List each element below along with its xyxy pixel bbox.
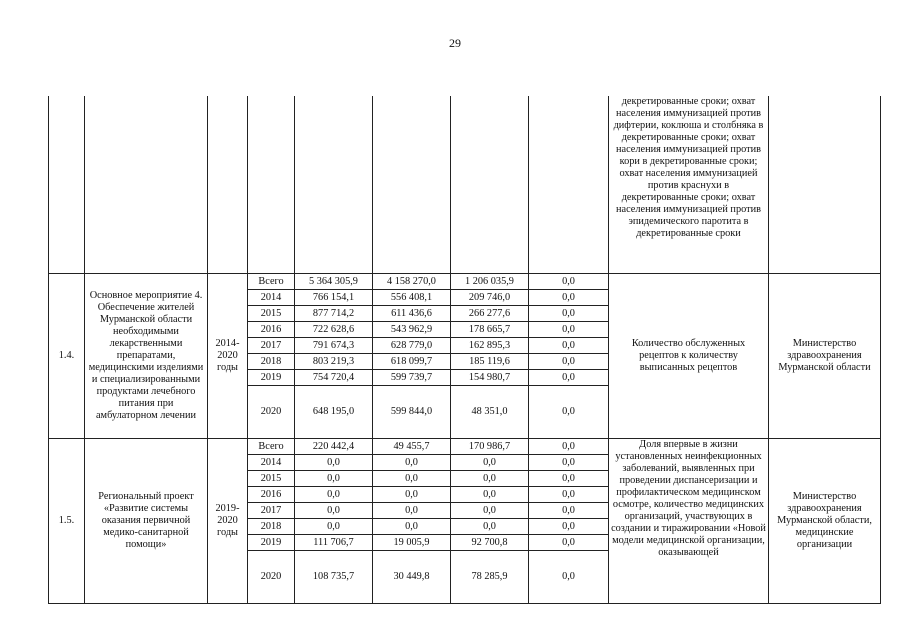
executor-cell: Министерство здравоохранения Мурманской области [769, 274, 881, 439]
total-cell: 722 628,6 [295, 322, 373, 338]
total-cell: 766 154,1 [295, 290, 373, 306]
budget-2-cell: 0,0 [451, 455, 529, 471]
budget-3-cell: 0,0 [529, 535, 609, 551]
budget-3-cell: 0,0 [529, 519, 609, 535]
total-cell: 5 364 305,9 [295, 274, 373, 290]
executor-cell: Министерство здравоохранения Мурманской области, медицинские организации [769, 439, 881, 604]
program-table [48, 96, 881, 604]
budget-1-cell: 543 962,9 [373, 322, 451, 338]
total-cell: 0,0 [295, 519, 373, 535]
budget-1-cell: 628 779,0 [373, 338, 451, 354]
budget-1-cell: 599 739,7 [373, 370, 451, 386]
total-cell: 791 674,3 [295, 338, 373, 354]
year-cell: 2016 [248, 487, 295, 503]
budget-2-cell: 48 351,0 [451, 386, 529, 439]
budget-3-cell: 0,0 [529, 338, 609, 354]
budget-2-cell: 266 277,6 [451, 306, 529, 322]
budget-1-cell: 618 099,7 [373, 354, 451, 370]
total-cell: 108 735,7 [295, 551, 373, 604]
budget-2-cell: 0,0 [451, 471, 529, 487]
budget-2-cell: 78 285,9 [451, 551, 529, 604]
budget-3-cell: 0,0 [529, 551, 609, 604]
total-cell: 0,0 [295, 471, 373, 487]
total-cell: 648 195,0 [295, 386, 373, 439]
budget-2-cell: 162 895,3 [451, 338, 529, 354]
table-row [49, 274, 881, 290]
budget-2-cell: 209 746,0 [451, 290, 529, 306]
budget-2-cell: 170 986,7 [451, 439, 529, 455]
year-cell: 2017 [248, 503, 295, 519]
year-cell: 2019 [248, 370, 295, 386]
budget-1-cell: 4 158 270,0 [373, 274, 451, 290]
year-cell: Всего [248, 274, 295, 290]
budget-2-cell: 0,0 [451, 503, 529, 519]
budget-1-cell: 0,0 [373, 519, 451, 535]
budget-3-cell: 0,0 [529, 322, 609, 338]
budget-2-cell: 92 700,8 [451, 535, 529, 551]
measure-period: 2019-2020 годы [208, 439, 248, 604]
budget-1-cell: 599 844,0 [373, 386, 451, 439]
total-cell: 803 219,3 [295, 354, 373, 370]
budget-3-cell: 0,0 [529, 471, 609, 487]
total-cell: 877 714,2 [295, 306, 373, 322]
total-cell: 754 720,4 [295, 370, 373, 386]
budget-3-cell: 0,0 [529, 503, 609, 519]
budget-2-cell: 0,0 [451, 519, 529, 535]
measure-name: Основное мероприятие 4. Обеспечение жителей Мурманской области необходимыми лекарственными препаратами, медицинскими изделиями и специализированными продуктами лечебного питания при амбулаторном лечении [85, 274, 208, 439]
measure-name: Региональный проект «Развитие системы оказания первичной медико-санитарной помощи» [85, 439, 208, 604]
budget-1-cell: 611 436,6 [373, 306, 451, 322]
budget-1-cell: 30 449,8 [373, 551, 451, 604]
budget-3-cell: 0,0 [529, 487, 609, 503]
year-cell: 2020 [248, 551, 295, 604]
year-cell: 2017 [248, 338, 295, 354]
year-cell: 2019 [248, 535, 295, 551]
budget-2-cell: 185 119,6 [451, 354, 529, 370]
indicator-cell: Доля впервые в жизни установленных неинфекционных заболеваний, выявленных при проведении диспансеризации и профилактическом медицинском осмотре, количество медицинских организаций, участвующих в создании и тиражировании «Новой модели медицинской организации, оказывающей [609, 439, 769, 604]
total-cell: 0,0 [295, 455, 373, 471]
year-cell: 2016 [248, 322, 295, 338]
indicator-cell: Количество обслуженных рецептов к количеству выписанных рецептов [609, 274, 769, 439]
budget-1-cell: 19 005,9 [373, 535, 451, 551]
year-cell: 2015 [248, 471, 295, 487]
budget-3-cell: 0,0 [529, 306, 609, 322]
measure-number: 1.5. [49, 439, 85, 604]
budget-3-cell: 0,0 [529, 274, 609, 290]
budget-3-cell: 0,0 [529, 439, 609, 455]
budget-2-cell: 1 206 035,9 [451, 274, 529, 290]
budget-1-cell: 556 408,1 [373, 290, 451, 306]
budget-3-cell: 0,0 [529, 455, 609, 471]
budget-3-cell: 0,0 [529, 354, 609, 370]
measure-number: 1.4. [49, 274, 85, 439]
total-cell: 220 442,4 [295, 439, 373, 455]
year-cell: 2020 [248, 386, 295, 439]
budget-1-cell: 49 455,7 [373, 439, 451, 455]
budget-2-cell: 0,0 [451, 487, 529, 503]
year-cell: Всего [248, 439, 295, 455]
budget-1-cell: 0,0 [373, 471, 451, 487]
year-cell: 2014 [248, 455, 295, 471]
year-cell: 2015 [248, 306, 295, 322]
page-number: 29 [449, 36, 461, 50]
indicator-continuation: декретированные сроки; охват населения иммунизацией против дифтерии, коклюша и столбняка в декретированные сроки; охват населения иммунизацией против кори в декретированные сроки; охват населения иммунизацией против краснухи в декретированные сроки; охват населения иммунизацией против эпидемического паротита в декретированные сроки [609, 96, 769, 274]
budget-2-cell: 178 665,7 [451, 322, 529, 338]
measure-period: 2014-2020 годы [208, 274, 248, 439]
total-cell: 0,0 [295, 487, 373, 503]
year-cell: 2018 [248, 519, 295, 535]
budget-3-cell: 0,0 [529, 290, 609, 306]
budget-3-cell: 0,0 [529, 370, 609, 386]
continuation-row [49, 96, 881, 274]
budget-1-cell: 0,0 [373, 455, 451, 471]
budget-1-cell: 0,0 [373, 487, 451, 503]
total-cell: 111 706,7 [295, 535, 373, 551]
total-cell: 0,0 [295, 503, 373, 519]
budget-2-cell: 154 980,7 [451, 370, 529, 386]
year-cell: 2014 [248, 290, 295, 306]
budget-3-cell: 0,0 [529, 386, 609, 439]
budget-1-cell: 0,0 [373, 503, 451, 519]
year-cell: 2018 [248, 354, 295, 370]
table-row [49, 439, 881, 455]
